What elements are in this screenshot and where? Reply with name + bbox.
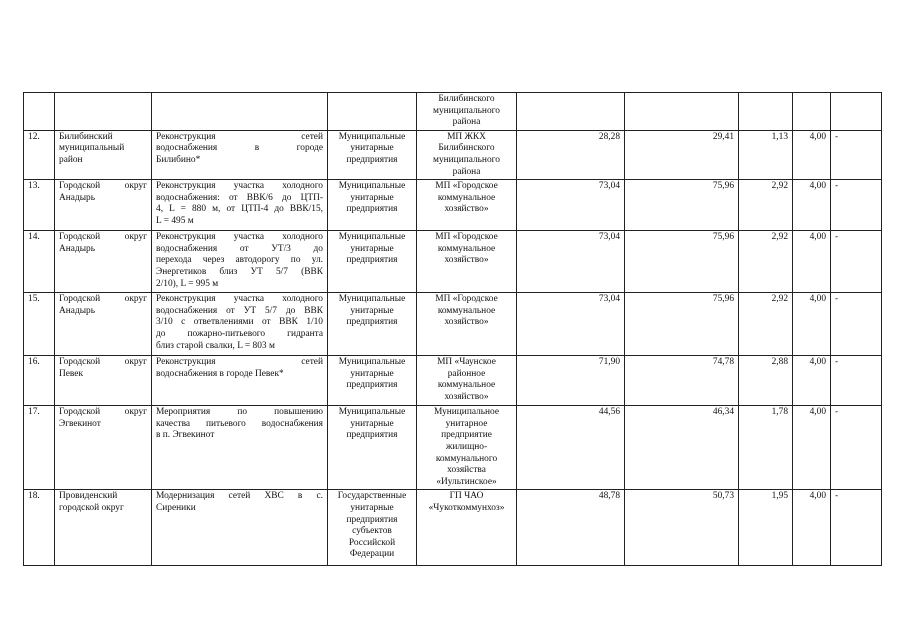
cell-district [55,231,152,293]
cell-project [152,180,328,231]
cell-organization: МП «Городское коммунальное хозяйство» [417,231,517,293]
table-row-continuation [24,93,882,131]
cell-value-3: 2,88 [739,356,793,406]
cell-district [55,180,152,231]
cell-organization: Билибинского муниципального района [417,93,517,131]
district-line: Анадырь [59,305,95,316]
cell-value-2: 46,34 [625,406,739,490]
district-line: Городской округ [59,407,147,418]
cell-district [55,293,152,356]
district-line: Провиденский [59,491,118,502]
cell-value-2: 75,96 [625,180,739,231]
cell-value-5: - [831,180,882,231]
district-line: Эгвекинот [59,418,101,429]
cell-organization: ГП ЧАО «Чукоткоммунхоз» [417,490,517,566]
table-row [24,231,882,293]
cell-value-4: 4,00 [793,231,831,293]
cell-owner-type: Муниципальные унитарные предприятия [328,231,417,293]
district-line: Городской округ [59,357,147,368]
district-line: Городской округ [59,232,147,243]
district-line: Городской округ [59,294,147,305]
cell-value-1 [517,93,625,131]
project-line: L = 495 м [156,215,194,226]
cell-value-4 [793,93,831,131]
project-line: Реконструкция участка холодного [156,181,323,192]
cell-owner-type [328,93,417,131]
district-line: Анадырь [59,243,95,254]
cell-owner-type: Муниципальные унитарные предприятия [328,130,417,179]
cell-num: 16. [24,356,55,406]
cell-num: 13. [24,180,55,231]
cell-value-4: 4,00 [793,130,831,179]
cell-num: 14. [24,231,55,293]
project-line: 2/10), L = 995 м [156,278,219,289]
cell-num: 18. [24,490,55,566]
project-line: Реконструкция сетей [156,131,323,142]
cell-value-2 [625,93,739,131]
district-line: Анадырь [59,192,95,203]
cell-owner-type: Муниципальные унитарные предприятия [328,293,417,356]
cell-value-4: 4,00 [793,293,831,356]
project-line: Энергетиков близ УТ 5/7 (ВВК [156,266,323,277]
project-line: Реконструкция участка холодного [156,294,323,305]
cell-district [55,406,152,490]
cell-value-5 [831,93,882,131]
cell-value-2: 29,41 [625,130,739,179]
cell-value-1: 73,04 [517,293,625,356]
cell-num: 17. [24,406,55,490]
cell-project [152,293,328,356]
district-line: район [59,154,83,165]
project-line: Сиреники [156,502,196,513]
project-line: водоснабжения в городе Певек* [156,368,284,379]
district-line: городской округ [59,502,124,513]
cell-district [55,490,152,566]
project-line: Реконструкция сетей [156,357,323,368]
cell-num [24,93,55,131]
cell-value-5: - [831,356,882,406]
cell-value-1: 73,04 [517,231,625,293]
cell-value-4: 4,00 [793,356,831,406]
cell-value-5: - [831,406,882,490]
cell-value-3: 2,92 [739,293,793,356]
cell-owner-type: Муниципальные унитарные предприятия [328,180,417,231]
cell-organization: Муниципальное унитарное предприятие жилищно-коммунального хозяйства «Иультинское» [417,406,517,490]
district-line: Городской округ [59,181,147,192]
cell-value-1: 48,78 [517,490,625,566]
project-line: близ старой свалки, L = 803 м [156,340,275,351]
project-line: Мероприятия по повышению [156,407,323,418]
table-row [24,356,882,406]
district-line: Певек [59,368,84,379]
investment-program-table [23,92,882,566]
cell-district [55,130,152,179]
cell-num: 15. [24,293,55,356]
cell-value-5: - [831,231,882,293]
cell-value-1: 73,04 [517,180,625,231]
cell-owner-type: Муниципальные унитарные предприятия [328,356,417,406]
cell-value-4: 4,00 [793,490,831,566]
cell-num: 12. [24,130,55,179]
cell-value-3: 1,78 [739,406,793,490]
cell-owner-type: Государственные унитарные предприятия субъектов Российской Федерации [328,490,417,566]
cell-organization: МП «Чаунское районное коммунальное хозяйство» [417,356,517,406]
table-row [24,490,882,566]
project-line: качества питьевого водоснабжения [156,418,323,429]
cell-project [152,93,328,131]
cell-value-3: 1,13 [739,130,793,179]
cell-value-4: 4,00 [793,406,831,490]
cell-value-2: 74,78 [625,356,739,406]
cell-project [152,130,328,179]
district-line: Билибинский [59,131,113,142]
cell-project [152,356,328,406]
project-line: водоснабжения от УТ/3 до [156,243,323,254]
cell-value-5: - [831,490,882,566]
cell-value-2: 75,96 [625,231,739,293]
project-line: 4, L = 880 м, от ЦТП-4 до ВВК/15, [156,204,323,215]
project-line: 3/10 с ответвлениями от ВВК 1/10 [156,317,323,328]
cell-value-3: 1,95 [739,490,793,566]
cell-value-3 [739,93,793,131]
project-line: Билибино* [156,154,201,165]
project-line: водоснабжения в городе [156,143,323,154]
cell-project [152,231,328,293]
cell-value-2: 75,96 [625,293,739,356]
cell-value-5: - [831,293,882,356]
cell-organization: МП «Городское коммунальное хозяйство» [417,180,517,231]
project-line: перехода через автодорогу по ул. [156,255,323,266]
table-row [24,293,882,356]
project-line: Модернизация сетей ХВС в с. [156,491,323,502]
cell-value-1: 71,90 [517,356,625,406]
project-line: в п. Эгвекинот [156,430,215,441]
cell-owner-type: Муниципальные унитарные предприятия [328,406,417,490]
cell-value-4: 4,00 [793,180,831,231]
cell-value-1: 44,56 [517,406,625,490]
table-row [24,180,882,231]
project-line: до пожарно-питьевого гидранта [156,328,323,339]
cell-district [55,93,152,131]
cell-organization: МП «Городское коммунальное хозяйство» [417,293,517,356]
district-line: муниципальный [59,143,125,154]
project-line: водоснабжения от УТ 5/7 до ВВК [156,305,323,316]
cell-value-2: 50,73 [625,490,739,566]
project-line: водоснабжения: от ВВК/6 до ЦТП- [156,192,323,203]
cell-value-3: 2,92 [739,231,793,293]
table-row [24,130,882,179]
cell-project [152,406,328,490]
cell-value-1: 28,28 [517,130,625,179]
cell-project [152,490,328,566]
cell-district [55,356,152,406]
cell-value-5: - [831,130,882,179]
cell-value-3: 2,92 [739,180,793,231]
table-row [24,406,882,490]
project-line: Реконструкция участка холодного [156,232,323,243]
cell-organization: МП ЖКХ Билибинского муниципального района [417,130,517,179]
